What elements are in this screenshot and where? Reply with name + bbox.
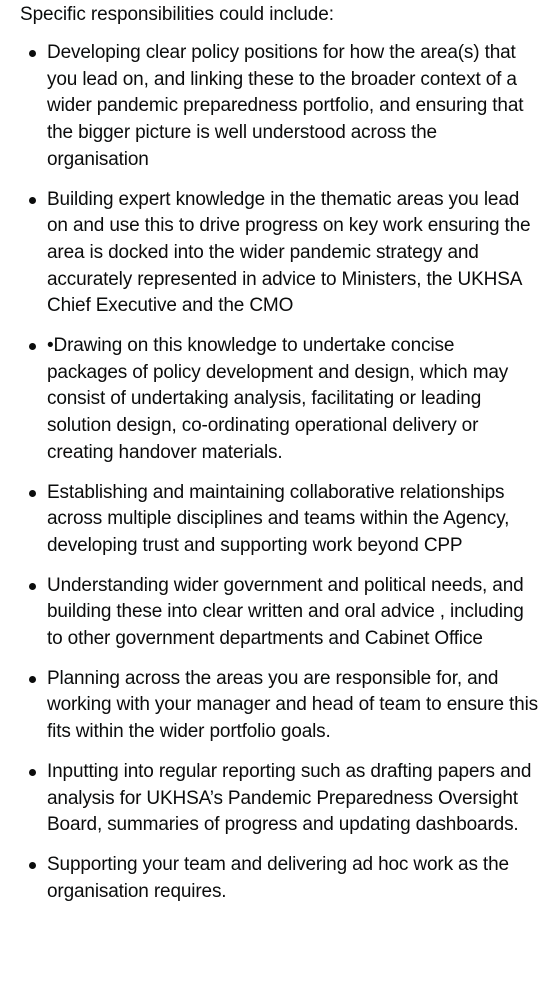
- list-item: [20, 759, 539, 839]
- list-item-text: Developing clear policy positions for how the area(s) that you lead on, and linking these to the broader context of a wider pandemic preparedness portfolio, and ensuring that the bigger picture is well understood across the organisation: [47, 42, 524, 170]
- responsibilities-list: [20, 40, 539, 905]
- list-item-text: Building expert knowledge in the thematic areas you lead on and use this to drive progress on key work ensuring the area is docked into the wider pandemic strategy and accurately represented in advice to Ministers, the UKHSA Chief Executive and the CMO: [47, 188, 531, 317]
- list-item-text: •Drawing on this knowledge to undertake concise packages of policy development and design, which may consist of undertaking analysis, facilitating or leading solution design, co-ordinating operational delivery or creating handover materials.: [47, 335, 509, 463]
- list-item: [20, 333, 539, 467]
- bullet-icon: [29, 676, 36, 683]
- bullet-icon: [29, 343, 36, 350]
- list-item-text: Inputting into regular reporting such as drafting papers and analysis for UKHSA’s Pandemic Preparedness Oversight Board, summaries of progress and updating dashboards.: [47, 760, 532, 836]
- bullet-icon: [29, 769, 36, 776]
- list-item: [20, 480, 539, 560]
- list-item: [20, 666, 539, 746]
- list-item: [20, 573, 539, 653]
- bullet-icon: [29, 583, 36, 590]
- list-item-text: Supporting your team and delivering ad hoc work as the organisation requires.: [47, 853, 509, 902]
- bullet-icon: [29, 862, 36, 869]
- bullet-icon: [29, 197, 36, 204]
- list-item: [20, 187, 539, 321]
- bullet-icon: [29, 490, 36, 497]
- list-item: [20, 40, 539, 174]
- list-item-text: Understanding wider government and political needs, and building these into clear written and oral advice , including to other government departments and Cabinet Office: [47, 574, 524, 650]
- list-item: [20, 852, 539, 905]
- intro-text: Specific responsibilities could include:: [20, 4, 334, 25]
- list-item-text: Establishing and maintaining collaborative relationships across multiple disciplines and teams within the Agency, developing trust and supporting work beyond CPP: [47, 481, 510, 556]
- bullet-icon: [29, 50, 36, 57]
- list-item-text: Planning across the areas you are responsible for, and working with your manager and head of team to ensure this fits within the wider portfolio goals.: [47, 667, 539, 743]
